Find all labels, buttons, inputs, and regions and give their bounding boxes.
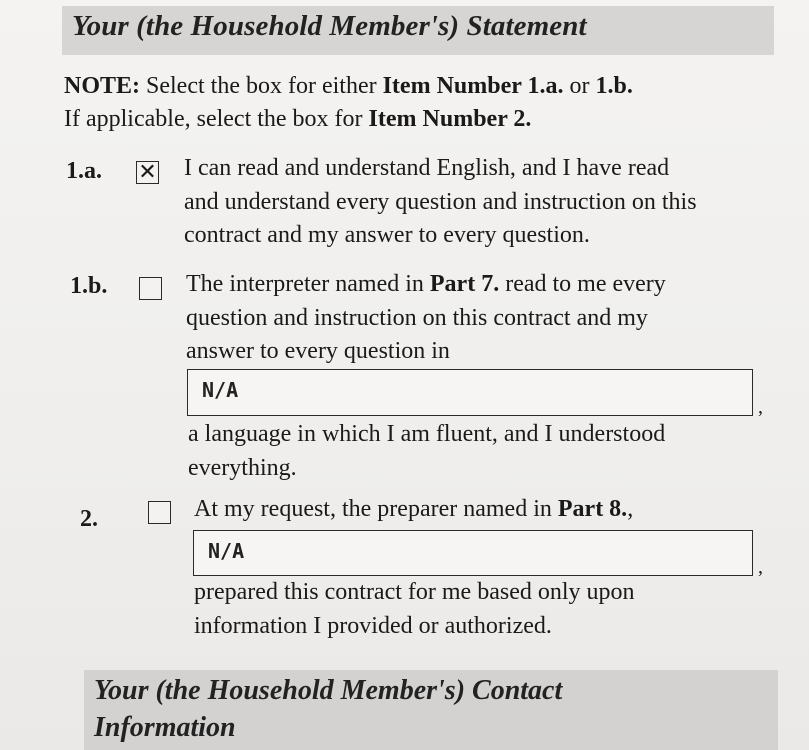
- language-field[interactable]: N/A: [187, 369, 753, 416]
- item-1a-text: [184, 152, 697, 253]
- item-2-line-1-post: ,: [627, 496, 634, 522]
- note-item-1b: 1.b.: [595, 73, 633, 99]
- item-1b-part7: Part 7.: [429, 271, 500, 297]
- item-2-text-continued: [194, 576, 635, 643]
- item-number-1b: 1.b.: [70, 273, 108, 299]
- preparer-field[interactable]: N/A: [193, 530, 753, 576]
- item-1b-text: [186, 268, 666, 369]
- next-section-title: [94, 672, 694, 746]
- item-1b-line-3: answer to every question in: [186, 338, 450, 364]
- note-paragraph: [64, 70, 764, 136]
- item-number-2: 2.: [80, 506, 98, 532]
- note-or: or: [563, 73, 596, 99]
- item-1b-line-4: a language in which I am fluent, and I understood: [188, 421, 666, 447]
- note-lead: NOTE:: [64, 73, 141, 99]
- item-2-line-3: information I provided or authorized.: [194, 612, 552, 639]
- preparer-field-comma: ,: [758, 556, 763, 578]
- item-1a-line-2: and understand every question and instruction on this: [184, 188, 697, 215]
- note-period: .: [525, 106, 532, 132]
- section-title: Your (the Household Member's) Statement: [72, 10, 587, 42]
- checkbox-2[interactable]: [148, 501, 171, 524]
- language-field-comma: ,: [758, 396, 763, 418]
- next-section-title-line-1: Your (the Household Member's) Contact: [94, 675, 563, 706]
- checkbox-1a-mark: ✕: [138, 159, 157, 185]
- item-2-line-1: [194, 493, 633, 527]
- item-1b-line-1-pre: The interpreter named in: [186, 271, 430, 297]
- item-1b-line-1: [186, 268, 666, 302]
- item-1b-line-1-post: read to me every: [499, 271, 666, 297]
- note-text-1: Select the box for either: [140, 73, 383, 99]
- checkbox-1b[interactable]: [139, 277, 162, 300]
- item-2-line-1-pre: At my request, the preparer named in: [194, 496, 558, 522]
- item-1b-line-2: question and instruction on this contract and my: [186, 304, 648, 331]
- item-1b-text-continued: [188, 418, 665, 485]
- note-text-2: If applicable, select the box for: [64, 106, 369, 132]
- note-item-2: Item Number 2: [368, 106, 526, 132]
- item-2-part8: Part 8.: [557, 496, 628, 522]
- item-2-line-2: prepared this contract for me based only upon: [194, 579, 635, 605]
- checkbox-1a[interactable]: [136, 161, 159, 184]
- next-section-title-line-2: Information: [94, 712, 236, 743]
- item-1a-line-1: I can read and understand English, and I have read: [184, 155, 670, 181]
- note-item-1a: Item Number 1.a.: [382, 73, 564, 99]
- item-1a-line-3: contract and my answer to every question.: [184, 222, 590, 248]
- item-1b-line-5: everything.: [188, 454, 297, 481]
- item-number-1a: 1.a.: [66, 158, 102, 184]
